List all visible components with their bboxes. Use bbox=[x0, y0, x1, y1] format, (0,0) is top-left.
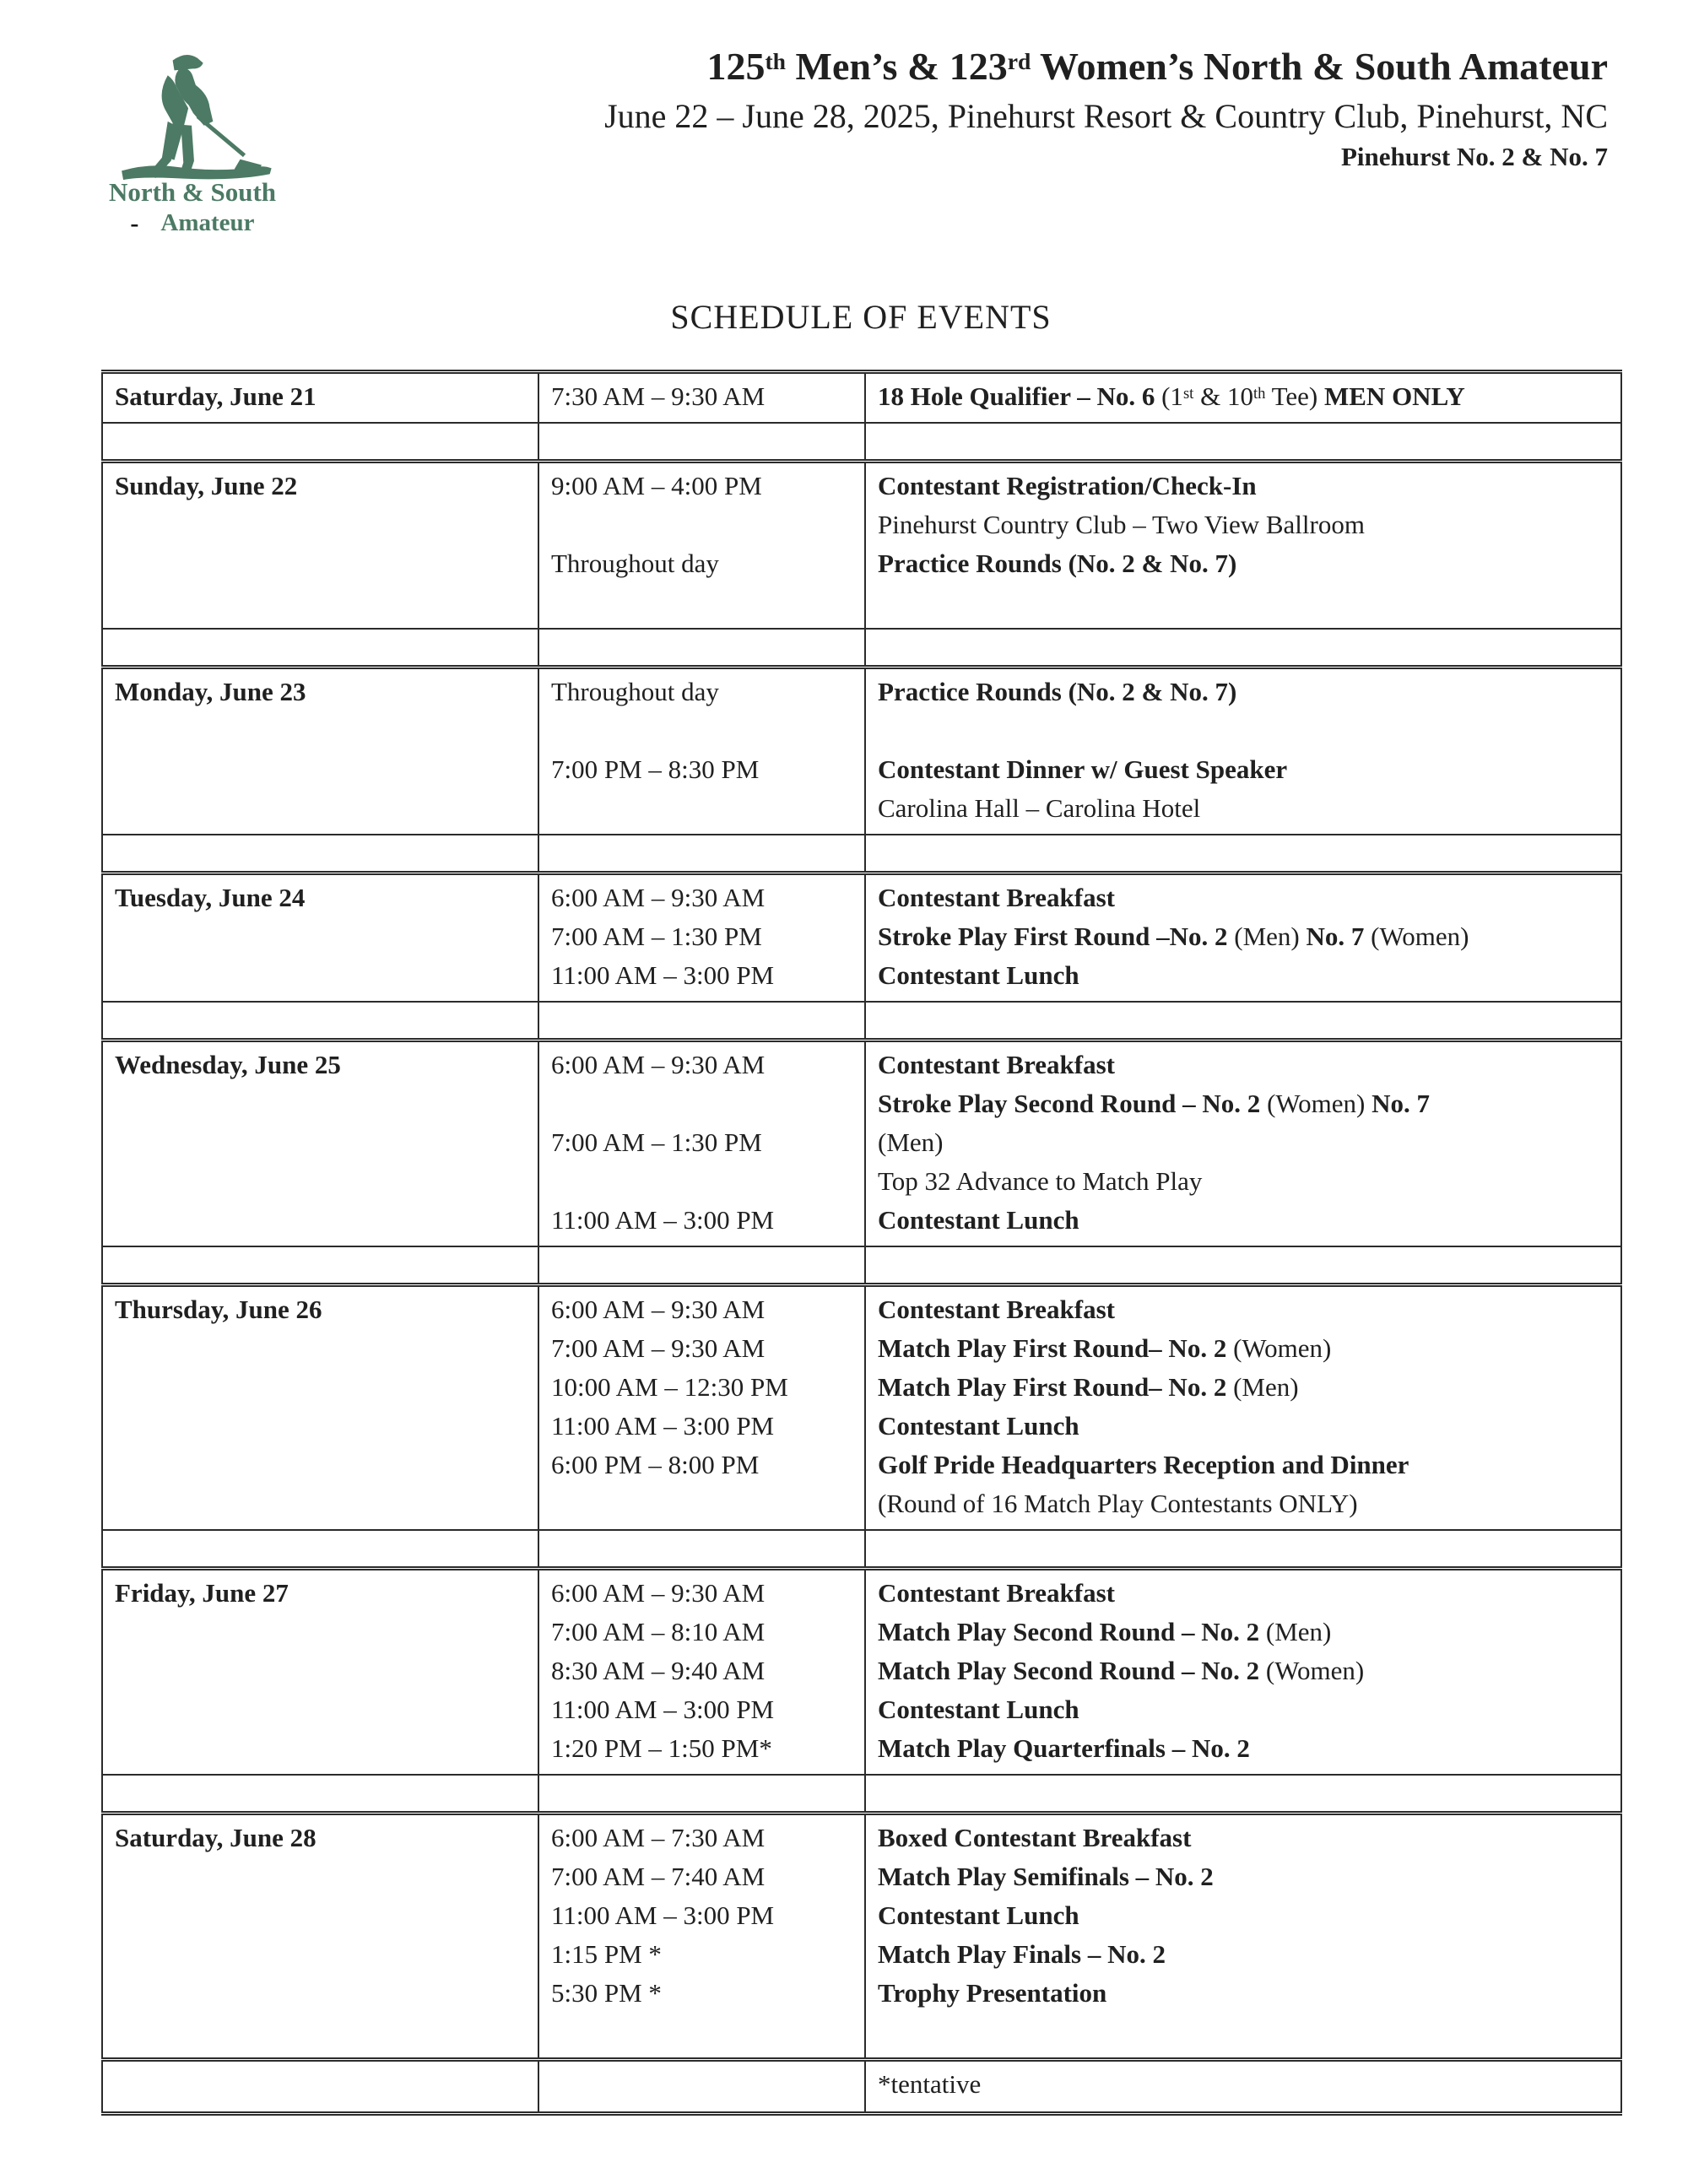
title-superscript: rd bbox=[1007, 47, 1031, 74]
event-text: Stroke Play Second Round – No. 2 (Women) No. 7 bbox=[878, 1089, 1430, 1118]
event-dates-location: June 22 – June 28, 2025, Pinehurst Resort & Country Club, Pinehurst, NC bbox=[604, 97, 1608, 135]
tournament-logo bbox=[91, 49, 294, 237]
event-text: Contestant Dinner w/ Guest Speaker bbox=[878, 754, 1288, 784]
spacer-row bbox=[102, 1530, 1621, 1569]
schedule-row-monday-june-23 bbox=[102, 668, 1621, 835]
event-text: Stroke Play First Round –No. 2 (Men) No. 7 (Women) bbox=[878, 922, 1469, 951]
schedule-row-friday-june-27 bbox=[102, 1569, 1621, 1776]
event-text: Match Play First Round– No. 2 (Women) bbox=[878, 1333, 1332, 1363]
spacer-row bbox=[102, 835, 1621, 873]
event-text: Contestant Breakfast bbox=[878, 1578, 1115, 1608]
event-text: Contestant Lunch bbox=[878, 1411, 1079, 1441]
title-part: Men’s & 123 bbox=[786, 45, 1008, 88]
date-cell bbox=[102, 1569, 538, 1776]
time-text: 11:00 AM – 3:00 PM bbox=[551, 1695, 775, 1724]
footnote-cell bbox=[865, 2060, 1621, 2114]
date-text: Thursday, June 26 bbox=[115, 1295, 322, 1324]
event-text: Contestant Breakfast bbox=[878, 883, 1115, 912]
time-cell bbox=[538, 873, 865, 1003]
event-text: Pinehurst Country Club – Two View Ballroom bbox=[878, 510, 1365, 539]
date-text: Monday, June 23 bbox=[115, 677, 306, 706]
schedule-row-thursday-june-26 bbox=[102, 1285, 1621, 1531]
time-cell bbox=[538, 1041, 865, 1247]
time-text bbox=[551, 1162, 856, 1201]
footnote-text: *tentative bbox=[878, 2069, 982, 2099]
golfer-putting-icon bbox=[102, 49, 283, 182]
event-cell bbox=[865, 668, 1621, 835]
title-superscript: th bbox=[765, 47, 787, 74]
time-text bbox=[551, 1084, 856, 1123]
time-cell bbox=[538, 1285, 865, 1531]
page-title bbox=[604, 42, 1608, 91]
time-text: 11:00 AM – 3:00 PM bbox=[551, 1411, 775, 1441]
schedule-table bbox=[101, 370, 1622, 2116]
event-text: (Round of 16 Match Play Contestants ONLY) bbox=[878, 1489, 1358, 1518]
date-cell bbox=[102, 372, 538, 424]
logo-text-north-south: North & South bbox=[108, 177, 277, 207]
event-cell bbox=[865, 1285, 1621, 1531]
time-text: 7:30 AM – 9:30 AM bbox=[551, 381, 766, 411]
event-text: Contestant Lunch bbox=[878, 1695, 1079, 1724]
time-text: 11:00 AM – 3:00 PM bbox=[551, 1205, 775, 1235]
schedule-row-saturday-june-21 bbox=[102, 372, 1621, 424]
date-cell bbox=[102, 1041, 538, 1247]
event-text bbox=[878, 711, 1612, 750]
event-text: Contestant Breakfast bbox=[878, 1295, 1115, 1324]
time-cell bbox=[538, 372, 865, 424]
time-text: Throughout day bbox=[551, 549, 719, 578]
event-cell bbox=[865, 1041, 1621, 1247]
time-text: 9:00 AM – 4:00 PM bbox=[551, 471, 762, 500]
event-cell bbox=[865, 462, 1621, 630]
date-text: Saturday, June 21 bbox=[115, 381, 316, 411]
time-text: 6:00 AM – 9:30 AM bbox=[551, 1578, 766, 1608]
date-cell bbox=[102, 668, 538, 835]
event-cell bbox=[865, 1814, 1621, 2060]
date-cell bbox=[102, 462, 538, 630]
time-text: 1:20 PM – 1:50 PM* bbox=[551, 1733, 772, 1763]
time-cell bbox=[538, 462, 865, 630]
time-text: 6:00 PM – 8:00 PM bbox=[551, 1450, 760, 1479]
spacer-row bbox=[102, 423, 1621, 462]
time-text: 7:00 AM – 1:30 PM bbox=[551, 922, 762, 951]
schedule-row-wednesday-june-25 bbox=[102, 1041, 1621, 1247]
time-text: 8:30 AM – 9:40 AM bbox=[551, 1656, 766, 1685]
event-text: Contestant Lunch bbox=[878, 1900, 1079, 1930]
spacer-row bbox=[102, 629, 1621, 668]
schedule-row-saturday-june-28 bbox=[102, 1814, 1621, 2060]
event-cell bbox=[865, 372, 1621, 424]
spacer-row bbox=[102, 1002, 1621, 1041]
spacer-row bbox=[102, 1246, 1621, 1285]
event-text: Boxed Contestant Breakfast bbox=[878, 1823, 1192, 1852]
event-cell bbox=[865, 873, 1621, 1003]
title-part: Women’s North & South Amateur bbox=[1031, 45, 1608, 88]
time-text: 11:00 AM – 3:00 PM bbox=[551, 1900, 775, 1930]
time-cell bbox=[538, 1814, 865, 2060]
time-text: Throughout day bbox=[551, 677, 719, 706]
event-text: Match Play Semifinals – No. 2 bbox=[878, 1862, 1214, 1891]
event-text: Match Play First Round– No. 2 (Men) bbox=[878, 1372, 1299, 1402]
event-text: Golf Pride Headquarters Reception and Dinner bbox=[878, 1450, 1409, 1479]
logo-text-amateur: Amateur bbox=[160, 209, 255, 236]
event-text: Contestant Lunch bbox=[878, 1205, 1079, 1235]
time-text: 11:00 AM – 3:00 PM bbox=[551, 960, 775, 990]
event-text: 18 Hole Qualifier – No. 6 (1st & 10th Tee) MEN ONLY bbox=[878, 381, 1465, 411]
event-text: Trophy Presentation bbox=[878, 1978, 1107, 2008]
event-text: Contestant Lunch bbox=[878, 960, 1079, 990]
time-text: 7:00 AM – 9:30 AM bbox=[551, 1333, 766, 1363]
event-text: Match Play Second Round – No. 2 (Men) bbox=[878, 1617, 1332, 1646]
event-text: Match Play Second Round – No. 2 (Women) bbox=[878, 1656, 1365, 1685]
spacer-row bbox=[102, 1775, 1621, 1814]
time-text: 7:00 AM – 8:10 AM bbox=[551, 1617, 766, 1646]
event-text: Practice Rounds (No. 2 & No. 7) bbox=[878, 549, 1237, 578]
time-text: 5:30 PM * bbox=[551, 1978, 662, 2008]
date-text: Sunday, June 22 bbox=[115, 471, 298, 500]
time-text: 6:00 AM – 9:30 AM bbox=[551, 1050, 766, 1079]
event-text: Practice Rounds (No. 2 & No. 7) bbox=[878, 677, 1237, 706]
event-text: Contestant Breakfast bbox=[878, 1050, 1115, 1079]
footnote-row bbox=[102, 2060, 1621, 2114]
date-cell bbox=[102, 873, 538, 1003]
date-cell bbox=[102, 1285, 538, 1531]
time-cell bbox=[538, 1569, 865, 1776]
time-text: 6:00 AM – 7:30 AM bbox=[551, 1823, 766, 1852]
time-text: 7:00 AM – 1:30 PM bbox=[551, 1127, 762, 1157]
date-text: Saturday, June 28 bbox=[115, 1823, 316, 1852]
event-text: Carolina Hall – Carolina Hotel bbox=[878, 793, 1201, 823]
time-text bbox=[551, 505, 856, 544]
time-text: 1:15 PM * bbox=[551, 1939, 662, 1969]
time-text: 7:00 PM – 8:30 PM bbox=[551, 754, 760, 784]
date-text: Tuesday, June 24 bbox=[115, 883, 306, 912]
date-text: Friday, June 27 bbox=[115, 1578, 289, 1608]
event-text: Match Play Finals – No. 2 bbox=[878, 1939, 1166, 1969]
logo-dash: - bbox=[130, 208, 139, 237]
event-text: (Men) bbox=[878, 1127, 944, 1157]
schedule-title: SCHEDULE OF EVENTS bbox=[670, 298, 1052, 336]
event-text: Top 32 Advance to Match Play bbox=[878, 1166, 1203, 1196]
time-text: 6:00 AM – 9:30 AM bbox=[551, 1295, 766, 1324]
title-part: 125 bbox=[706, 45, 766, 88]
event-cell bbox=[865, 1569, 1621, 1776]
date-cell bbox=[102, 1814, 538, 2060]
schedule-row-tuesday-june-24 bbox=[102, 873, 1621, 1003]
document-header bbox=[604, 42, 1608, 174]
time-cell bbox=[538, 668, 865, 835]
time-text: 7:00 AM – 7:40 AM bbox=[551, 1862, 766, 1891]
event-text: Contestant Registration/Check-In bbox=[878, 471, 1257, 500]
event-text: Match Play Quarterfinals – No. 2 bbox=[878, 1733, 1250, 1763]
time-text bbox=[551, 711, 856, 750]
schedule-row-sunday-june-22 bbox=[102, 462, 1621, 630]
date-text: Wednesday, June 25 bbox=[115, 1050, 341, 1079]
time-text: 10:00 AM – 12:30 PM bbox=[551, 1372, 788, 1402]
courses-line: Pinehurst No. 2 & No. 7 bbox=[1340, 142, 1608, 171]
time-text: 6:00 AM – 9:30 AM bbox=[551, 883, 766, 912]
